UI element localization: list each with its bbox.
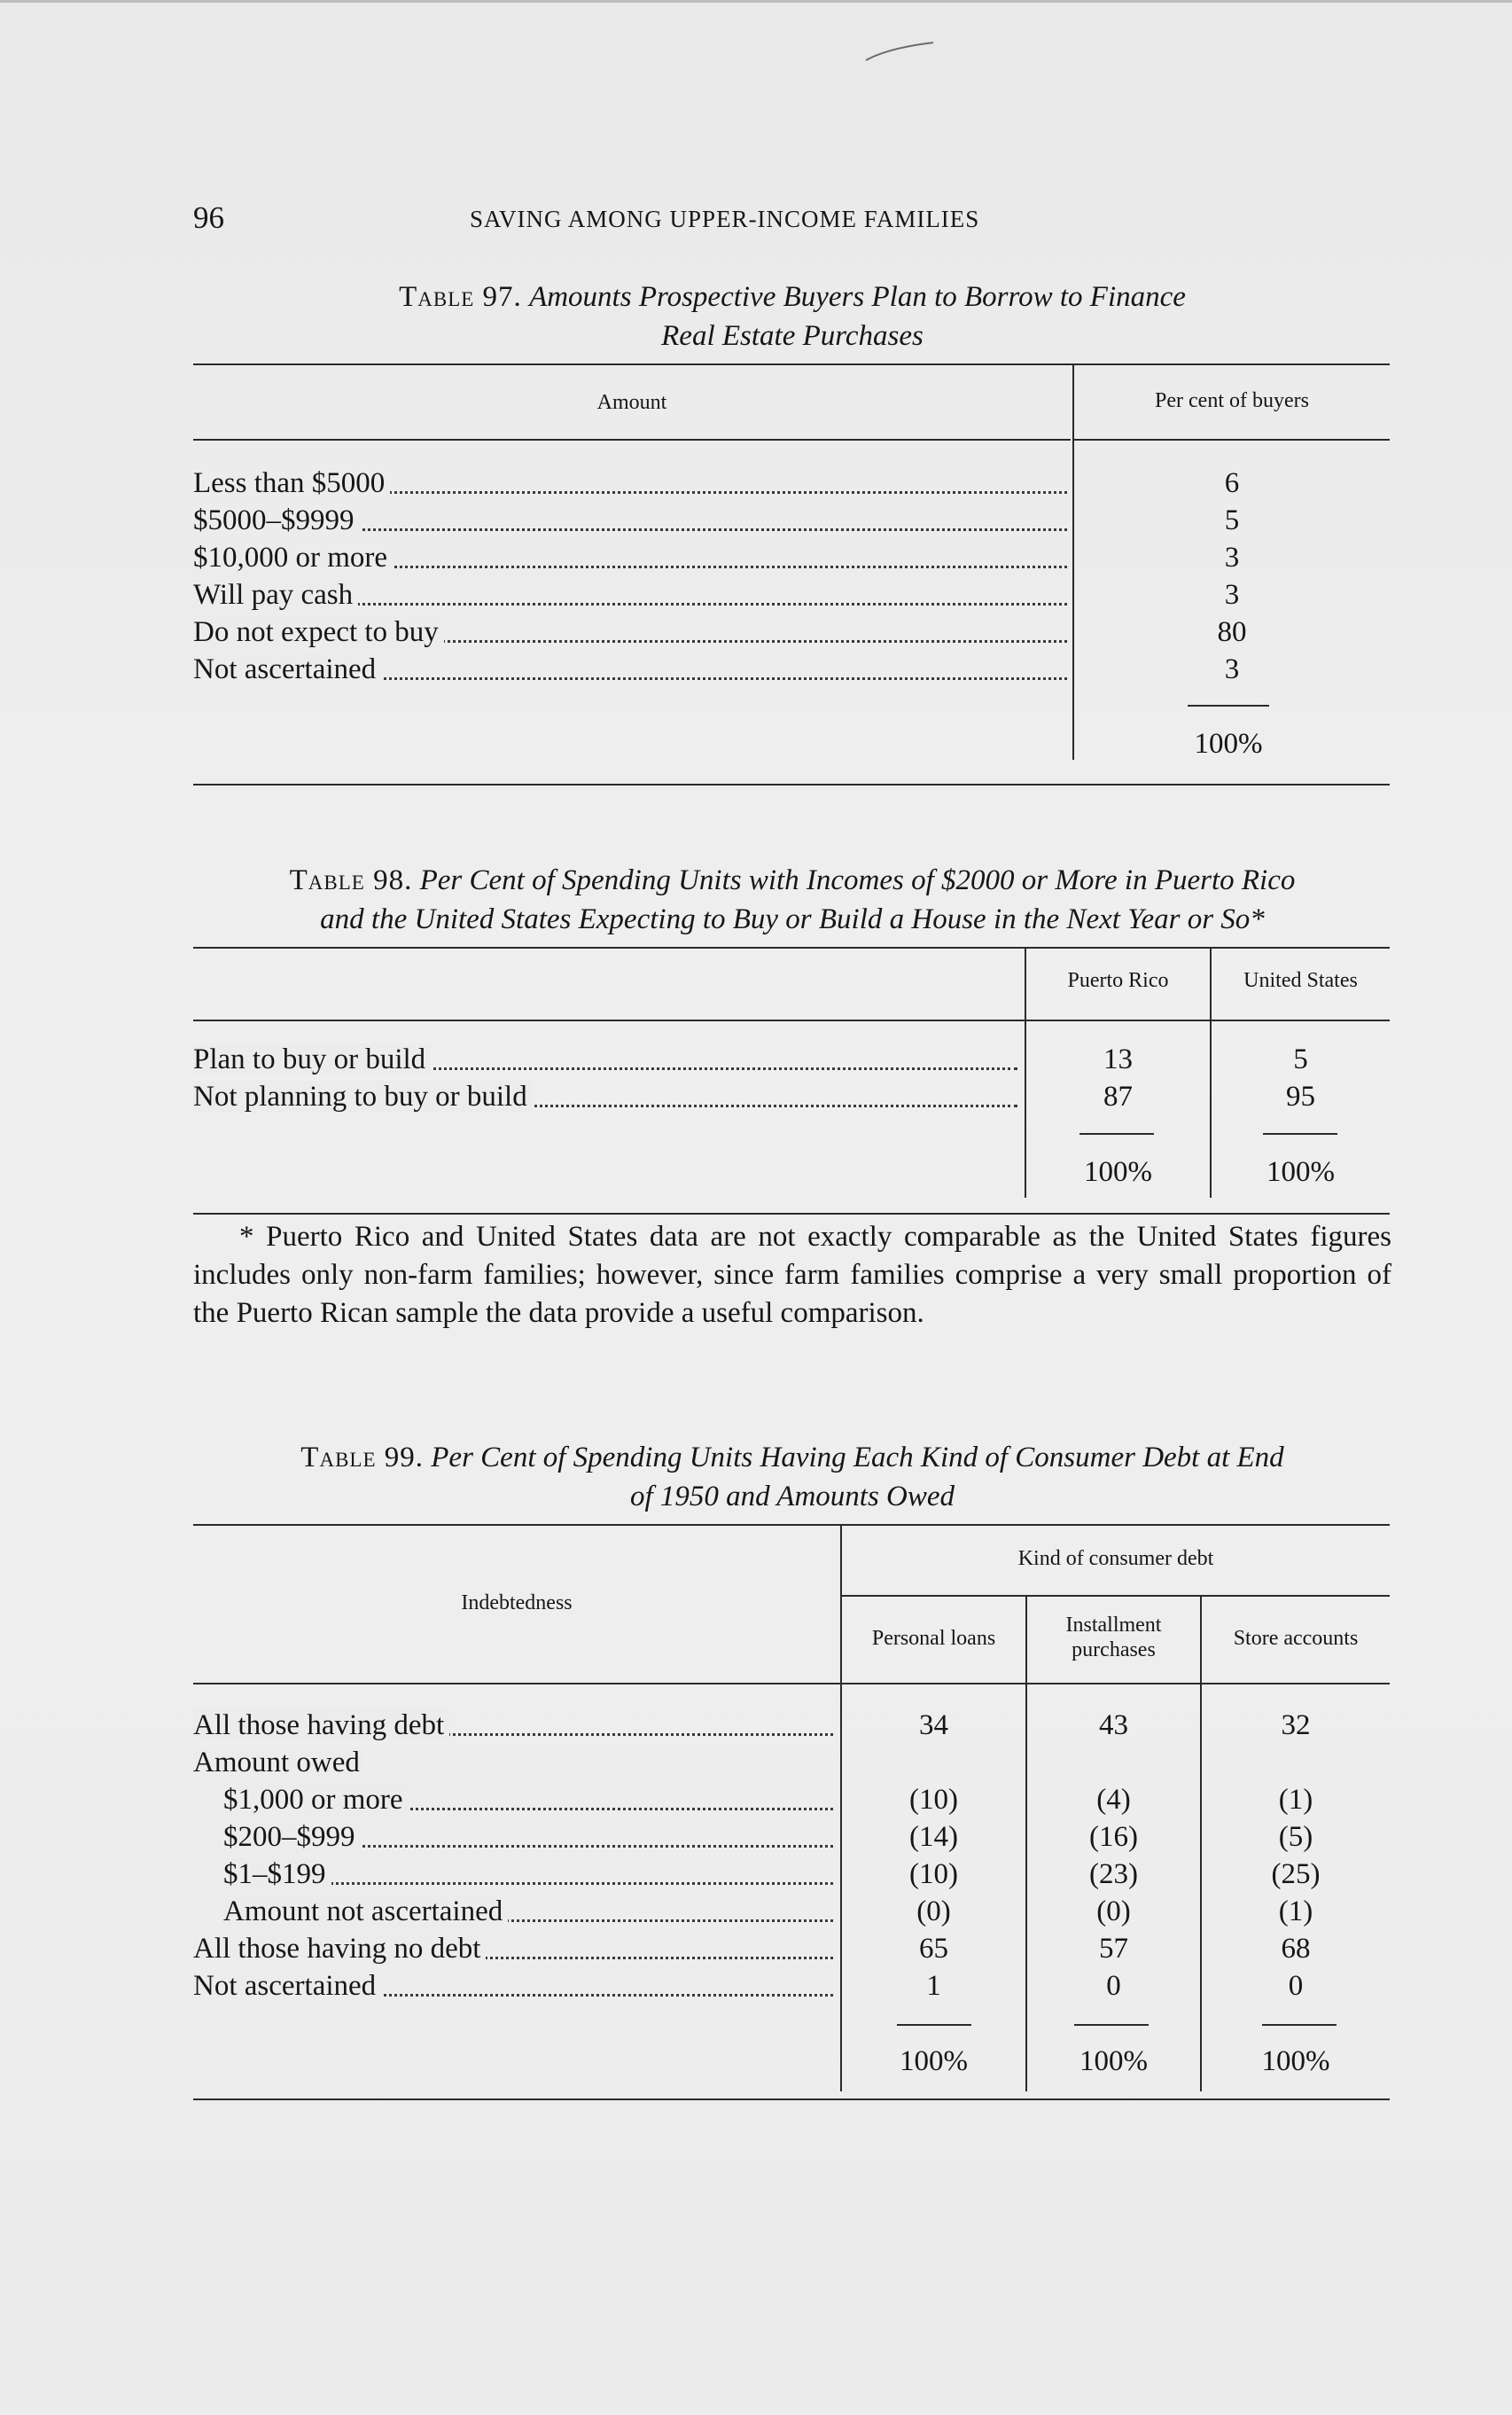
running-head-title: SAVING AMONG UPPER-INCOME FAMILIES <box>470 206 980 232</box>
row-label <box>193 614 1067 651</box>
table99-cell-store: 32 <box>1281 1709 1311 1741</box>
row-label <box>193 651 1067 688</box>
row-label-text: $1,000 or more <box>223 1784 409 1816</box>
table97-title-line1: Amounts Prospective Buyers Plan to Borrow to Finance <box>529 281 1186 313</box>
row-label-text: $10,000 or more <box>193 542 393 574</box>
table99-cell-personal: 65 <box>919 1933 948 1965</box>
table98-total-pr: 100% <box>1084 1156 1152 1188</box>
row-label <box>193 502 1067 539</box>
table98-cell-pr: 13 <box>1103 1043 1133 1075</box>
row-label-text: Less than $5000 <box>193 467 390 499</box>
table99-col-installment-line1: Installment <box>1065 1614 1162 1637</box>
row-label <box>223 1856 833 1893</box>
table98-sum-rule-us <box>1263 1133 1337 1135</box>
page-top-edge <box>0 0 1512 3</box>
table97-title-line2: Real Estate Purchases <box>661 320 924 352</box>
row-label-text: $200–$999 <box>223 1821 361 1853</box>
table99-header-rule <box>193 1683 1390 1684</box>
table97-row <box>193 614 1390 651</box>
table98-row <box>193 1078 1390 1115</box>
table97-row <box>193 502 1390 539</box>
table99-sum-rule-store <box>1262 2024 1337 2026</box>
table99-cell-installment: 43 <box>1099 1709 1128 1741</box>
table97-cell-percent: 80 <box>1217 616 1247 648</box>
table99-row <box>193 1744 1390 1781</box>
table97-row <box>193 651 1390 688</box>
row-label <box>193 1707 833 1744</box>
table99-cell-installment: (23) <box>1089 1858 1138 1890</box>
table99-cell-personal: (10) <box>909 1784 958 1816</box>
row-label <box>193 576 1067 614</box>
row-label <box>193 1078 1017 1115</box>
table99-label: Table 99. <box>300 1442 425 1473</box>
table99-row <box>193 1818 1390 1856</box>
table99-col-group: Kind of consumer debt <box>1017 1547 1214 1570</box>
table99-sum-rule-installment <box>1074 2024 1149 2026</box>
table99-col-personal: Personal loans <box>871 1627 996 1650</box>
row-label-text: All those having debt <box>193 1709 449 1741</box>
table99-caption <box>184 1438 1400 1516</box>
table99-total-store: 100% <box>1261 2045 1330 2077</box>
row-label-text: Do not expect to buy <box>193 616 444 648</box>
table99-title-line1: Per Cent of Spending Units Having Each Kind of Consumer Debt at End <box>431 1442 1284 1473</box>
table97-top-rule <box>193 363 1390 365</box>
table98-cell-us: 5 <box>1293 1043 1308 1075</box>
table99-row <box>193 1893 1390 1930</box>
table98-cell-us: 95 <box>1286 1081 1315 1113</box>
table97-label: Table 97. <box>399 281 522 313</box>
row-label <box>193 465 1067 502</box>
table97-cell-percent: 5 <box>1224 504 1240 536</box>
table97-header-rule-right <box>1074 439 1390 441</box>
table99-bottom-rule <box>193 2098 1390 2100</box>
table98-bottom-rule <box>193 1213 1390 1215</box>
table99-total-personal: 100% <box>900 2045 968 2077</box>
table99-row <box>193 1781 1390 1818</box>
row-label <box>193 1744 833 1781</box>
row-label-text: $1–$199 <box>223 1858 331 1890</box>
row-label-text: Not planning to buy or build <box>193 1081 533 1113</box>
table99-cell-store: 0 <box>1288 1970 1304 2002</box>
table99-cell-installment: (0) <box>1096 1895 1131 1927</box>
table98-caption <box>184 861 1400 939</box>
table98-header-rule <box>193 1020 1390 1021</box>
table97-cell-percent: 3 <box>1224 579 1240 611</box>
row-label <box>193 539 1067 576</box>
table97-row <box>193 465 1390 502</box>
row-label <box>223 1781 833 1818</box>
page-number: 96 <box>193 200 224 235</box>
table98-footnote: * Puerto Rico and United States data are not exactly comparable as the United States figures includes only non-farm families; however, since farm families comprise a very small proportion of the Puerto Rican sample the data provide a useful comparison. <box>193 1221 1391 1329</box>
table99-cell-personal: 34 <box>919 1709 948 1741</box>
row-label <box>193 1041 1017 1078</box>
table98-total-us: 100% <box>1266 1156 1335 1188</box>
table99-cell-installment: (4) <box>1096 1784 1131 1816</box>
pencil-mark <box>864 39 935 64</box>
table97-cell-percent: 6 <box>1224 467 1240 499</box>
table98-sum-rule-pr <box>1079 1133 1154 1135</box>
row-label-text: Plan to buy or build <box>193 1043 431 1075</box>
table97-caption <box>193 277 1391 356</box>
table97-cell-percent: 3 <box>1224 542 1240 574</box>
table97-header-rule <box>193 439 1071 441</box>
table99-cell-installment: 57 <box>1099 1933 1128 1965</box>
row-label-text: Amount not ascertained <box>223 1895 508 1927</box>
row-label <box>193 1930 833 1967</box>
table99-col-indebtedness: Indebtedness <box>461 1591 573 1614</box>
table97-row <box>193 576 1390 614</box>
row-label <box>223 1893 833 1930</box>
table99-cell-store: 68 <box>1281 1933 1311 1965</box>
table99-row <box>193 1967 1390 2005</box>
table97-sum-rule <box>1188 705 1269 707</box>
table99-cell-personal: 1 <box>926 1970 941 2002</box>
table99-top-rule <box>193 1524 1390 1526</box>
table98-title-line2: and the United States Expecting to Buy or Build a House in the Next Year or So* <box>320 903 1265 935</box>
table99-col-installment <box>1027 1613 1200 1662</box>
table99-cell-store: (25) <box>1271 1858 1321 1890</box>
table98-cell-pr: 87 <box>1103 1081 1133 1113</box>
table99-cell-installment: (16) <box>1089 1821 1138 1853</box>
table99-cell-installment: 0 <box>1106 1970 1121 2002</box>
table99-row <box>193 1707 1390 1744</box>
table99-cell-store: (5) <box>1278 1821 1313 1853</box>
table98-col-pr: Puerto Rico <box>1067 969 1169 992</box>
table97-col-percent: Per cent of buyers <box>1155 389 1309 412</box>
table97-total: 100% <box>1194 728 1263 760</box>
table99-group-rule <box>842 1595 1390 1597</box>
row-label-text: All those having no debt <box>193 1933 486 1965</box>
table99-cell-store: (1) <box>1278 1895 1313 1927</box>
table99-cell-store: (1) <box>1278 1784 1313 1816</box>
table97-row <box>193 539 1390 576</box>
table99-cell-personal: (10) <box>909 1858 958 1890</box>
table97-bottom-rule <box>193 784 1390 785</box>
table99-sum-rule-personal <box>897 2024 971 2026</box>
table97-cell-percent: 3 <box>1224 653 1240 685</box>
table98-col-us: United States <box>1243 969 1358 992</box>
table99-col-store: Store accounts <box>1233 1627 1359 1650</box>
table99-row <box>193 1856 1390 1893</box>
table99-cell-personal: (14) <box>909 1821 958 1853</box>
table98-label: Table 98. <box>289 864 413 896</box>
row-label <box>193 1967 833 2005</box>
table98-title-line1: Per Cent of Spending Units with Incomes of $2000 or More in Puerto Rico <box>419 864 1296 896</box>
table99-title-line2: of 1950 and Amounts Owed <box>629 1481 955 1512</box>
row-label-text: Not ascertained <box>193 653 381 685</box>
table99-cell-personal: (0) <box>916 1895 951 1927</box>
table99-col-installment-line2: purchases <box>1072 1638 1156 1661</box>
row-label-text: $5000–$9999 <box>193 504 360 536</box>
table98-row <box>193 1041 1390 1078</box>
row-label-text: Will pay cash <box>193 579 358 611</box>
table99-total-installment: 100% <box>1079 2045 1148 2077</box>
table97-col-amount: Amount <box>596 391 667 414</box>
row-label-text: Amount owed <box>193 1747 365 1778</box>
running-head <box>0 200 1512 236</box>
row-label <box>223 1818 833 1856</box>
row-label-text: Not ascertained <box>193 1970 381 2002</box>
table99-row <box>193 1930 1390 1967</box>
